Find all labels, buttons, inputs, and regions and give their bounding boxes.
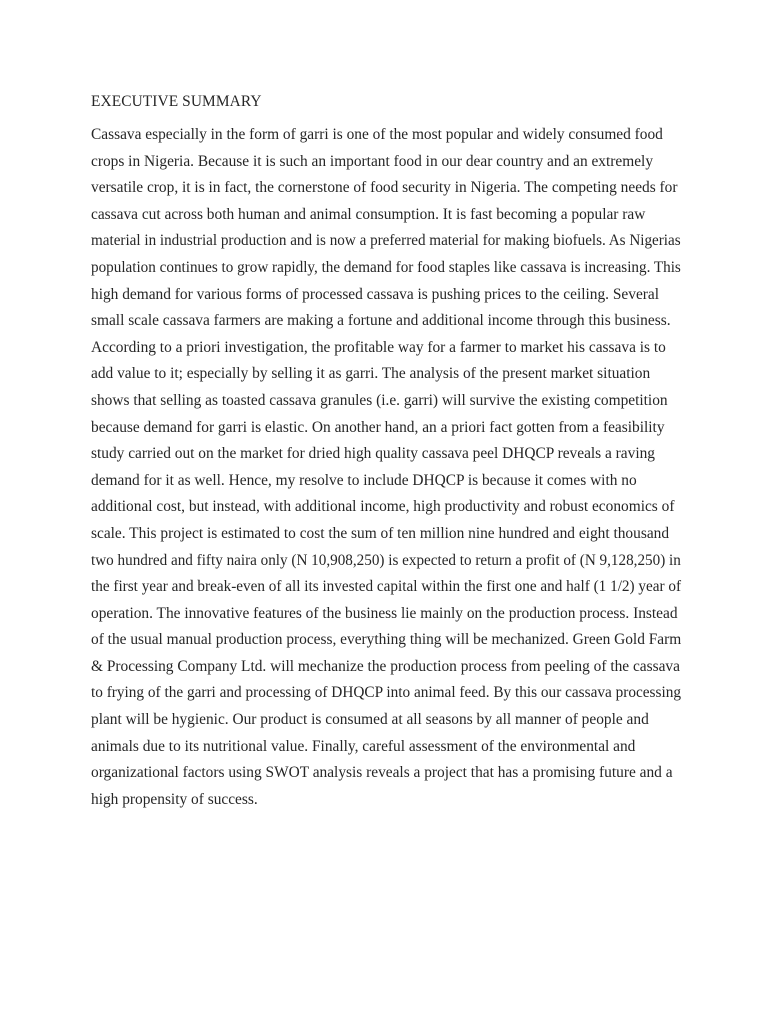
section-heading: EXECUTIVE SUMMARY bbox=[91, 93, 262, 110]
paragraph-line: small scale cassava farmers are making a fortune and additional income through this business. bbox=[91, 312, 671, 330]
paragraph-line: scale. This project is estimated to cost the sum of ten million nine hundred and eight thousand bbox=[91, 524, 670, 542]
paragraph-line: the first year and break-even of all its invested capital within the first one and half (1 1/2) year of bbox=[91, 578, 682, 596]
paragraph-line: additional cost, but instead, with additional income, high productivity and robust economics of bbox=[91, 498, 675, 516]
document-content bbox=[91, 88, 681, 813]
paragraph-line: high demand for various forms of processed cassava is pushing prices to the ceiling. Several bbox=[91, 285, 660, 303]
paragraph-line: cassava cut across both human and animal consumption. It is fast becoming a popular raw bbox=[91, 205, 646, 223]
paragraph-line: of the usual manual production process, everything thing will be mechanized. Green Gold Farm bbox=[91, 631, 682, 649]
paragraph-line: add value to it; especially by selling it as garri. The analysis of the present market situation bbox=[91, 365, 651, 383]
paragraph-line: Cassava especially in the form of garri is one of the most popular and widely consumed food bbox=[91, 126, 663, 143]
paragraph-line: two hundred and fifty naira only (N 10,908,250) is expected to return a profit of (N 9,128,250) in bbox=[91, 551, 681, 569]
paragraph-line: plant will be hygienic. Our product is consumed at all seasons by all manner of people and bbox=[91, 711, 649, 729]
paragraph-line: operation. The innovative features of the business lie mainly on the production process. Instead bbox=[91, 604, 678, 622]
paragraph-line: shows that selling as toasted cassava granules (i.e. garri) will survive the existing competition bbox=[91, 391, 668, 409]
paragraph-line: to frying of the garri and processing of DHQCP into animal feed. By this our cassava processing bbox=[91, 684, 682, 702]
paragraph-line: crops in Nigeria. Because it is such an important food in our dear country and an extremely bbox=[91, 152, 654, 170]
paragraph-line: & Processing Company Ltd. will mechanize the production process from peeling of the cassava bbox=[91, 657, 680, 675]
paragraph-line: high propensity of success. bbox=[91, 790, 258, 808]
paragraph-line: animals due to its nutritional value. Finally, careful assessment of the environmental and bbox=[91, 737, 636, 755]
paragraph-line: versatile crop, it is in fact, the cornerstone of food security in Nigeria. The competing needs for bbox=[91, 179, 678, 197]
paragraph-line: population continues to grow rapidly, the demand for food staples like cassava is increasing. This bbox=[91, 258, 681, 276]
paragraph-line: material in industrial production and is now a preferred material for making biofuels. As Nigerias bbox=[91, 232, 681, 250]
paragraph-line: According to a priori investigation, the profitable way for a farmer to market his cassava is to bbox=[91, 338, 666, 356]
paragraph-line: study carried out on the market for dried high quality cassava peel DHQCP reveals a raving bbox=[91, 445, 656, 463]
paragraph-line: organizational factors using SWOT analysis reveals a project that has a promising future and a bbox=[91, 764, 673, 782]
paragraph-line: demand for it as well. Hence, my resolve to include DHQCP is because it comes with no bbox=[91, 471, 637, 489]
summary-paragraph bbox=[91, 122, 681, 813]
paragraph-line: because demand for garri is elastic. On another hand, an a priori fact gotten from a feasibility bbox=[91, 418, 665, 436]
